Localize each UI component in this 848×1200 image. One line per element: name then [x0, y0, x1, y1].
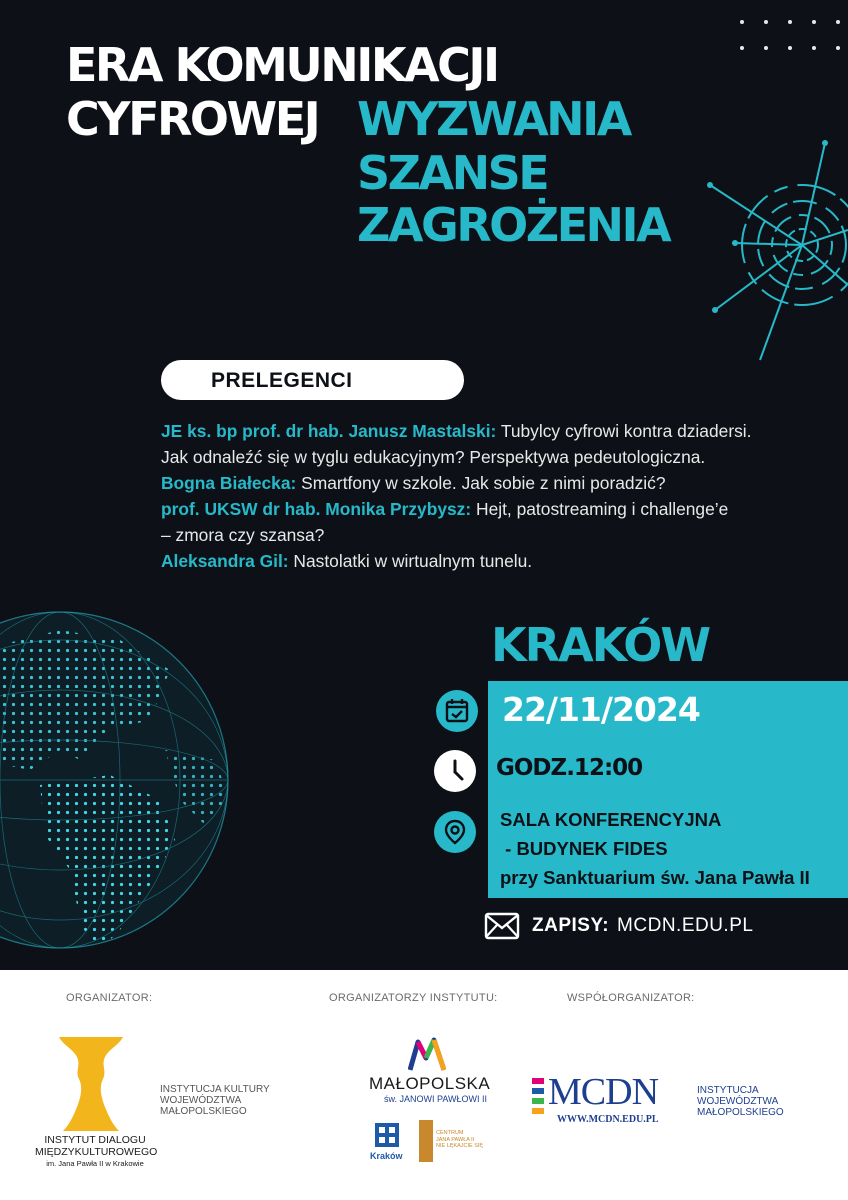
event-venue [500, 805, 810, 892]
coorganizer-label: WSPÓŁORGANIZATOR: [567, 992, 695, 1004]
malopolska-logo-mark [408, 1036, 446, 1072]
speaker-topic: Smartfony w szkole. Jak sobie z nimi poradzić? [296, 473, 666, 493]
mail-icon [484, 912, 520, 940]
institute-organizers-label: ORGANIZATORZY INSTYTUTU: [329, 992, 498, 1004]
speaker-1-topic-cont: Jak odnaleźć się w tyglu edukacyjnym? Perspektywa pedeutologiczna. [161, 447, 706, 467]
idm-vase-logo [57, 1035, 125, 1135]
digital-globe-graphic [0, 610, 240, 970]
idm-name-line-3: im. Jana Pawła II w Krakowie [46, 1159, 144, 1168]
speaker-name: Aleksandra Gil: [161, 551, 289, 571]
location-pin-icon [434, 811, 476, 853]
speaker-1 [161, 418, 841, 444]
radial-circuit-graphic [690, 135, 848, 365]
speakers-heading: PRELEGENCI [211, 369, 353, 392]
malopolska-name: MAŁOPOLSKA [369, 1074, 491, 1093]
mcdn-name: MCDN [548, 1071, 659, 1113]
speaker-topic: Nastolatki w wirtualnym tunelu. [288, 551, 533, 571]
calendar-icon [436, 690, 478, 732]
event-time: GODZ.12:00 [496, 755, 643, 781]
mcdn-description: INSTYTUCJA WOJEWÓDZTWA MAŁOPOLSKIEGO [697, 1085, 784, 1118]
malopolska-subtitle: św. JANOWI PAWŁOWI II [384, 1094, 488, 1104]
subtitle-wyzwania: WYZWANIA [357, 92, 630, 146]
organizer-label: ORGANIZATOR: [66, 992, 153, 1004]
speaker-name: prof. UKSW dr hab. Monika Przybysz: [161, 499, 472, 519]
speaker-4 [161, 548, 841, 574]
event-city: KRAKÓW [491, 618, 710, 672]
idm-name-line-1: INSTYTUT DIALOGU [44, 1134, 146, 1146]
signup-label: ZAPISY: [532, 915, 610, 936]
mcdn-logo-mark [532, 1078, 546, 1118]
speaker-topic: Tubylcy cyfrowi kontra dziadersi. [496, 421, 752, 441]
speaker-topic: Hejt, patostreaming i challenge’e [471, 499, 729, 519]
footer-logos [0, 970, 848, 1200]
krakow-logo-text: Kraków [370, 1151, 403, 1161]
speakers-list [161, 418, 841, 574]
title-line-2: CYFROWEJ [66, 92, 319, 146]
speaker-3-topic-cont: – zmora czy szansa? [161, 525, 325, 545]
subtitle-zagrozenia: ZAGROŻENIA [357, 198, 670, 252]
decorative-dots [740, 18, 840, 54]
mcdn-url: WWW.MCDN.EDU.PL [557, 1114, 659, 1125]
krakow-logo-mark [374, 1122, 400, 1148]
subtitle-szanse: SZANSE [357, 146, 548, 200]
clock-icon [434, 750, 476, 792]
idm-name-line-2: MIĘDZYKULTUROWEGO [35, 1146, 158, 1158]
speaker-3 [161, 496, 841, 522]
event-date: 22/11/2024 [502, 690, 700, 729]
centrum-logo-mark [419, 1120, 433, 1162]
signup-link[interactable]: MCDN.EDU.PL [617, 915, 754, 936]
idm-name [35, 1134, 158, 1170]
title-line-1: ERA KOMUNIKACJI [66, 38, 498, 92]
centrum-logo-text: CENTRUM JANA PAWŁA II NIE LĘKAJCIE SIĘ [436, 1130, 484, 1149]
signup-row [484, 910, 753, 942]
idm-description: INSTYTUCJA KULTURY WOJEWÓDZTWA MAŁOPOLSKIEGO [160, 1084, 270, 1117]
venue-line-3: przy Sanktuarium św. Jana Pawła II [500, 867, 810, 888]
speakers-heading-pill [161, 360, 464, 400]
speaker-2 [161, 470, 841, 496]
speaker-name: Bogna Białecka: [161, 473, 297, 493]
venue-line-1: SALA KONFERENCYJNA [500, 809, 722, 830]
speaker-name: JE ks. bp prof. dr hab. Janusz Mastalski: [161, 421, 497, 441]
venue-line-2: - BUDYNEK FIDES [500, 838, 668, 859]
